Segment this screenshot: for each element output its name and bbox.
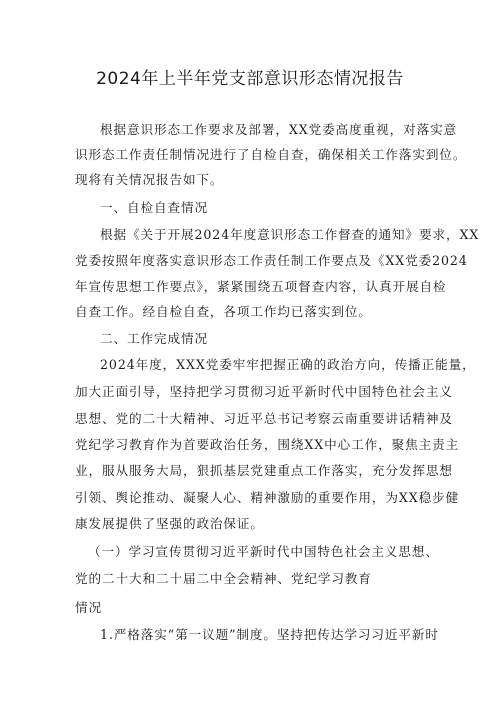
paragraph-line: 识形态工作责任制情况进行了自检自查，确保相关工作落实到位。	[75, 147, 467, 162]
paragraph-line: 根据《关于开展2024年度意识形态工作督查的通知》要求，XX	[100, 227, 480, 242]
page-title: 2024年上半年党支部意识形态情况报告	[96, 69, 404, 89]
subsection-heading: （一）学习宣传贯彻习近平新时代中国特色社会主义思想、	[88, 544, 439, 559]
subsection-heading-cont: 党的二十大和二十届二中全会精神、党纪学习教育	[75, 571, 372, 586]
paragraph-line: 现将有关情况报告如下。	[75, 172, 224, 187]
paragraph-line: 引领、舆论推动、凝聚人心、精神激励的重要作用，为XX稳步健	[75, 490, 460, 505]
subsection-heading-cont: 情况	[75, 600, 102, 615]
paragraph-line: 年宣传思想工作要点》，紧紧围绕五项督查内容，认真开展自检	[75, 279, 447, 294]
paragraph-line: 党委按照年度落实意识形态工作责任制工作要点及《XX党委2024	[75, 253, 468, 268]
paragraph-line: 1.严格落实“第一议题”制度。坚持把传达学习习近平新时	[100, 627, 439, 642]
section-heading: 二、工作完成情况	[100, 331, 208, 346]
paragraph-line: 2024年度，XXX党委牢牢把握正确的政治方向，传播正能量，	[100, 357, 476, 372]
paragraph-line: 党纪学习教育作为首要政治任务，围绕XX中心工作，聚焦主责主	[75, 437, 460, 452]
section-heading: 一、自检自查情况	[100, 200, 208, 215]
paragraph-line: 业，服从服务大局，狠抓基层党建重点工作落实，充分发挥思想	[75, 463, 453, 478]
paragraph-line: 加大正面引导，坚持把学习贯彻习近平新时代中国特色社会主义	[75, 384, 453, 399]
paragraph-line: 自查工作。经自检自查，各项工作均已落实到位。	[75, 304, 372, 319]
paragraph-line: 思想、党的二十大精神、习近平总书记考察云南重要讲话精神及	[75, 411, 453, 426]
paragraph-line: 康发展提供了坚强的政治保证。	[75, 516, 264, 531]
paragraph-line: 根据意识形态工作要求及部署，XX党委高度重视，对落实意	[100, 122, 458, 137]
